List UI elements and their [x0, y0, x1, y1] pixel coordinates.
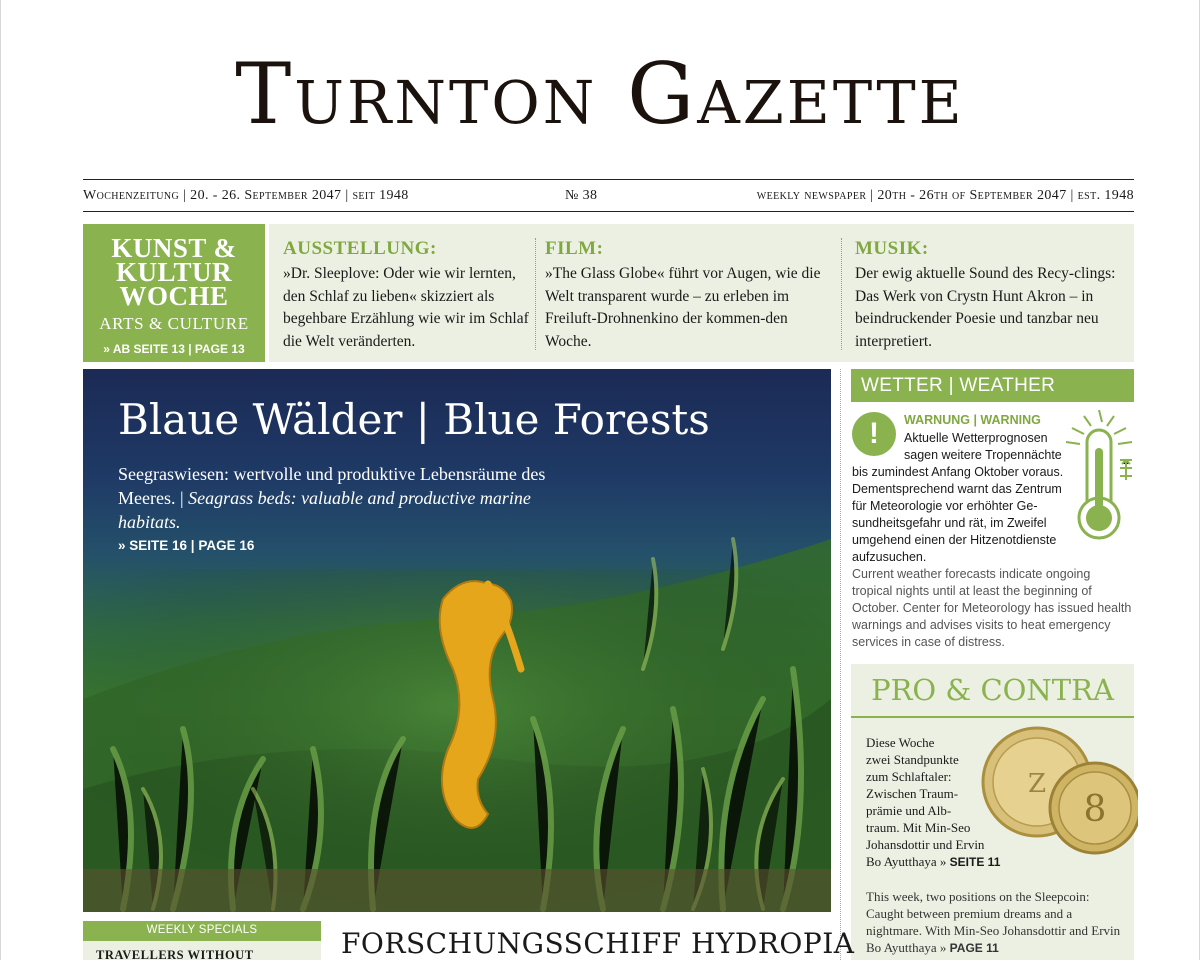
- hero-desc-english: Seagrass beds: valuable and productive marine habitats.: [118, 488, 531, 532]
- hero-page-link[interactable]: » SEITE 16 | PAGE 16: [118, 538, 255, 553]
- pro-contra-english: [866, 888, 1128, 957]
- weather-text-english: Current weather forecasts indicate ongoing tropical nights until at least the beginning of October. Center for Meteorology has issued health warnings and advises visits to heat emergency services in case of distress.: [852, 567, 1132, 649]
- weather-text-line: umgehend einen der Hitzenotdienste: [852, 533, 1057, 547]
- seahorse-photo: [83, 369, 831, 912]
- pro-text-tail: Bo Ayutthaya »: [866, 854, 950, 869]
- culture-badge-title: [83, 224, 265, 311]
- column-rule: [840, 369, 841, 960]
- hero-description: [118, 462, 558, 534]
- pro-text-line: traum. Mit Min-Seo: [866, 820, 971, 835]
- hero-desc-german: Seegraswiesen: wertvolle und produktive Lebensräume des Meeres. |: [118, 464, 546, 508]
- hero-title: Blaue Wälder | Blue Forests: [118, 395, 710, 444]
- teaser-heading: MUSIK:: [855, 238, 929, 259]
- pro-contra-german: [866, 734, 1000, 871]
- culture-title-line: KULTUR: [115, 257, 233, 287]
- weather-text-line: bis zumindest Anfang Oktober voraus.: [852, 465, 1064, 479]
- thermometer-icon: [1062, 408, 1136, 542]
- pro-text-line: zum Schlaftaler:: [866, 769, 952, 784]
- pro-text-line: zwei Standpunkte: [866, 752, 959, 767]
- weekly-special-item[interactable]: TRAVELLERS WITHOUT: [96, 948, 254, 960]
- teaser-text: Der ewig aktuelle Sound des Recy-clings: Das Werk von Crystn Hunt Akron – in beindruckender Poesie und tanzbar neu interpretiert.: [855, 265, 1116, 350]
- svg-text:Z: Z: [1027, 769, 1047, 799]
- pro-text-line: Diese Woche: [866, 735, 935, 750]
- pro-contra-heading: PRO & CONTRA: [871, 673, 1114, 707]
- culture-badge[interactable]: [83, 224, 265, 362]
- culture-badge-subtitle: ARTS & CULTURE: [99, 314, 249, 333]
- culture-page-link[interactable]: » AB SEITE 13 | PAGE 13: [103, 342, 245, 356]
- svg-text:8: 8: [1083, 789, 1107, 830]
- hero-feature[interactable]: [83, 369, 831, 912]
- teaser-heading: FILM:: [545, 238, 604, 259]
- weather-heading: WETTER | WEATHER: [851, 369, 1134, 402]
- pro-contra-page-link-de[interactable]: SEITE 11: [949, 855, 1001, 869]
- weather-text-line: sagen weitere Tropennächte: [904, 448, 1062, 462]
- weather-text-line: für Meteorologie vor erhöhter Ge-: [852, 499, 1038, 513]
- pro-text-line: prämie und Alb-: [866, 803, 952, 818]
- dateline-english: weekly newspaper | 20th - 26th of September 2047 | est. 1948: [756, 188, 1134, 203]
- teaser-text: »The Glass Globe« führt vor Augen, wie die Welt transparent wurde – zu erleben im Freiluft-Drohnenkino der kommen-den Woche.: [545, 265, 821, 350]
- weather-text-line: Dementsprechend warnt das Zentrum: [852, 482, 1062, 496]
- warning-icon: !: [852, 412, 896, 456]
- culture-title-line: KUNST &: [111, 233, 237, 263]
- dateline-bar: [83, 179, 1134, 212]
- pro-text-line: [866, 853, 1000, 871]
- teaser-heading: AUSSTELLUNG:: [283, 238, 437, 259]
- weekly-specials-heading: WEEKLY SPECIALS: [83, 921, 321, 941]
- culture-title-line: WOCHE: [119, 281, 229, 311]
- teaser-music[interactable]: [855, 238, 1125, 353]
- teaser-text: »Dr. Sleeplove: Oder wie wir lernten, den Schlaf zu lieben« skizziert als begehbare Erzählung wie wir im Schlaf die Welt veränderten.: [283, 265, 529, 350]
- column-divider: [841, 238, 842, 350]
- pro-contra-page-link-en[interactable]: PAGE 11: [949, 941, 999, 955]
- coins-image: [980, 726, 1138, 856]
- pro-text-line: Zwischen Traum-: [866, 786, 959, 801]
- dateline-german: Wochenzeitung | 20. - 26. September 2047 | seit 1948: [83, 188, 409, 203]
- pro-contra-english-text: This week, two positions on the Sleepcoin: Caught between premium dreams and a nightmare. With Min-Seo Johansdottir and Ervin Bo Ayutthaya »: [866, 889, 1121, 955]
- issue-number: № 38: [565, 188, 598, 203]
- column-divider: [535, 238, 536, 350]
- masthead-title: Turnton Gazette: [235, 45, 965, 143]
- pro-text-line: Johansdottir und Ervin: [866, 837, 985, 852]
- teaser-film[interactable]: [545, 238, 825, 353]
- warning-label: WARNUNG | WARNING: [904, 413, 1041, 427]
- story-headline[interactable]: FORSCHUNGSSCHIFF HYDROPIA: [341, 927, 855, 960]
- teaser-exhibition[interactable]: [283, 238, 531, 353]
- culture-teasers: [269, 224, 1134, 362]
- weather-text-line: aufzusuchen.: [852, 550, 927, 564]
- weather-text-line: Aktuelle Wetterprognosen: [904, 431, 1048, 445]
- weather-text-line: sundheitsgefahr und rät, im Zweifel: [852, 516, 1047, 530]
- pro-contra-rule: [851, 716, 1134, 718]
